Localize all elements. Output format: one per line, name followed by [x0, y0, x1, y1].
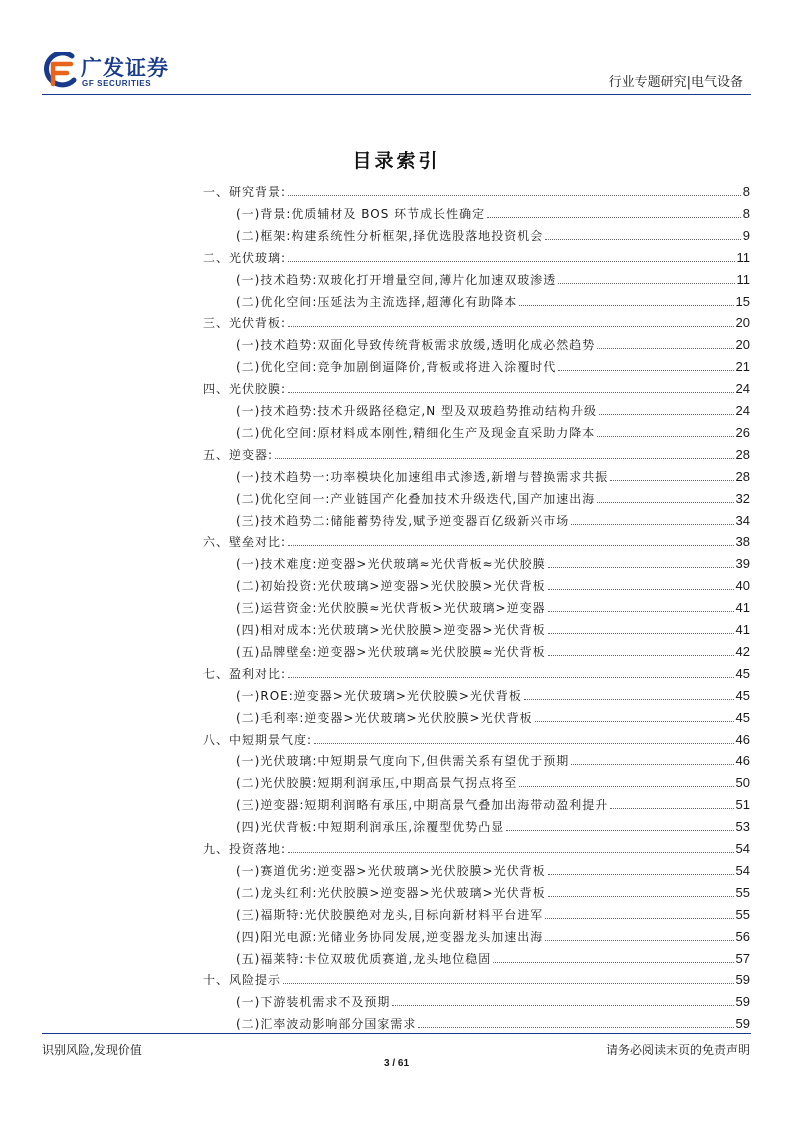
- toc-subsection-entry[interactable]: [236, 769, 750, 791]
- gf-logo-icon: [42, 52, 78, 90]
- toc-leader-dots: [314, 743, 733, 744]
- toc-section-entry[interactable]: [203, 966, 750, 988]
- toc-section-entry[interactable]: [203, 244, 750, 266]
- toc-leader-dots: [545, 918, 733, 919]
- toc-subsection-entry[interactable]: [236, 222, 750, 244]
- toc-entry-page: 41: [735, 600, 750, 616]
- logo-text-cn: 广发证券: [81, 56, 169, 80]
- toc-entry-page: 32: [735, 490, 750, 506]
- toc-leader-dots: [610, 808, 733, 809]
- toc-entry-label: (二)优化空间:原材料成本刚性,精细化生产及现金直采助力降本: [236, 425, 596, 440]
- toc-entry-page: 56: [735, 928, 750, 944]
- toc-leader-dots: [558, 370, 733, 371]
- toc-entry-label: (三)逆变器:短期利润略有承压,中期高景气叠加出海带动盈利提升: [236, 798, 609, 813]
- toc-entry-label: (二)框架:构建系统性分析框架,择优选股落地投资机会: [236, 228, 544, 243]
- toc-entry-page: 50: [735, 775, 750, 791]
- toc-leader-dots: [283, 983, 734, 984]
- toc-entry-label: (四)相对成本:光伏玻璃>光伏胶膜>逆变器>光伏背板: [236, 623, 546, 637]
- toc-leader-dots: [558, 283, 734, 284]
- toc-subsection-entry[interactable]: [236, 572, 750, 594]
- toc-subsection-entry[interactable]: [236, 419, 750, 441]
- toc-subsection-entry[interactable]: [236, 923, 750, 945]
- toc-entry-page: 45: [735, 665, 750, 681]
- toc-entry-label: (一)背景:优质辅材及 BOS 环节成长性确定: [236, 206, 486, 221]
- toc-entry-label: (三)技术趋势二:储能蓄势待发,赋予逆变器百亿级新兴市场: [236, 513, 570, 528]
- footer-disclaimer: 请务必阅读末页的免责声明: [605, 1043, 750, 1057]
- toc-entry-page: 20: [735, 337, 750, 353]
- toc-section-entry[interactable]: [203, 835, 750, 857]
- toc-entry-label: (一)技术趋势:双玻化打开增量空间,薄片化加速双玻渗透: [236, 272, 557, 287]
- toc-entry-label: (四)阳光电源:光储业务协同发展,逆变器龙头加速出海: [236, 929, 544, 944]
- toc-entry-page: 54: [735, 841, 750, 856]
- toc-entry-label: 四、光伏胶膜:: [203, 382, 287, 397]
- toc-subsection-entry[interactable]: [236, 485, 750, 507]
- toc-entry-page: 20: [735, 315, 750, 331]
- toc-leader-dots: [545, 940, 733, 941]
- toc-subsection-entry[interactable]: [236, 288, 750, 310]
- toc-subsection-entry[interactable]: [236, 331, 750, 353]
- toc-entry-page: 26: [735, 424, 750, 440]
- toc-leader-dots: [571, 764, 733, 765]
- toc-entry-page: 8: [742, 205, 750, 221]
- toc-leader-dots: [288, 545, 733, 546]
- toc-subsection-entry[interactable]: [236, 463, 750, 485]
- toc-entry-label: 三、光伏背板:: [203, 316, 287, 331]
- toc-leader-dots: [597, 348, 733, 349]
- toc-subsection-entry[interactable]: [236, 638, 750, 660]
- toc-entry-label: (一)技术难度:逆变器>光伏玻璃≈光伏背板≈光伏胶膜: [236, 557, 546, 572]
- toc-entry-page: 11: [736, 271, 750, 287]
- toc-section-entry[interactable]: [203, 375, 750, 397]
- toc-entry-label: (一)下游装机需求不及预期: [236, 995, 391, 1010]
- toc-entry-label: (二)优化空间一:产业链国产化叠加技术升级迭代,国产加速出海: [236, 491, 596, 506]
- toc-entry-label: (二)优化空间:压延法为主流选择,超薄化有助降本: [236, 294, 518, 309]
- toc-leader-dots: [548, 633, 734, 634]
- toc-subsection-entry[interactable]: [236, 200, 750, 222]
- report-category: 行业专题研究|电气设备: [608, 75, 743, 90]
- toc-entry-page: 24: [735, 381, 750, 397]
- toc-entry-label: (一)光伏玻璃:中短期景气度向下,但供需关系有望优于预期: [236, 754, 570, 769]
- toc-subsection-entry[interactable]: [236, 813, 750, 835]
- toc-leader-dots: [548, 589, 734, 590]
- toc-entry-label: (一)ROE:逆变器>光伏玻璃>光伏胶膜>光伏背板: [236, 688, 522, 703]
- toc-leader-dots: [288, 677, 733, 678]
- toc-entry-label: 五、逆变器:: [203, 447, 274, 462]
- toc-entry-page: 59: [735, 1016, 750, 1032]
- toc-title: 目录索引: [352, 150, 441, 172]
- toc-entry-page: 38: [735, 534, 750, 550]
- toc-section-entry[interactable]: [203, 726, 750, 748]
- toc-entry-page: 21: [735, 359, 750, 375]
- toc-subsection-entry[interactable]: [236, 879, 750, 901]
- toc-entry-page: 59: [735, 972, 750, 988]
- toc-entry-page: 51: [735, 797, 750, 813]
- toc-leader-dots: [548, 896, 734, 897]
- toc-entry-label: (三)福斯特:光伏胶膜绝对龙头,目标向新材料平台进军: [236, 907, 544, 922]
- toc-leader-dots: [493, 962, 733, 963]
- toc-entry-label: 八、中短期景气度:: [203, 732, 313, 747]
- toc-entry-page: 40: [735, 578, 750, 594]
- toc-entry-page: 53: [735, 819, 750, 835]
- toc-entry-page: 8: [742, 184, 750, 199]
- toc-entry-page: 28: [735, 468, 750, 484]
- toc-subsection-entry[interactable]: [236, 507, 750, 529]
- toc-leader-dots: [506, 830, 733, 831]
- toc-leader-dots: [571, 524, 733, 525]
- toc-leader-dots: [548, 874, 734, 875]
- toc-leader-dots: [610, 480, 733, 481]
- toc-entry-label: (五)品牌壁垒:逆变器>光伏玻璃≈光伏胶膜≈光伏背板: [236, 644, 546, 659]
- page-header: [0, 0, 793, 100]
- footer-divider: [42, 1033, 751, 1034]
- toc-entry-page: 28: [735, 446, 750, 462]
- toc-leader-dots: [599, 414, 734, 415]
- toc-leader-dots: [288, 261, 734, 262]
- toc-subsection-entry[interactable]: [236, 616, 750, 638]
- toc-leader-dots: [535, 721, 734, 722]
- company-logo: [42, 52, 177, 92]
- footer-slogan: 识别风险,发现价值: [42, 1043, 142, 1057]
- toc-entry-label: 九、投资落地:: [203, 842, 287, 856]
- toc-entry-label: (一)技术趋势:双面化导致传统背板需求放缓,透明化成必然趋势: [236, 338, 596, 353]
- toc-entry-page: 9: [742, 227, 750, 243]
- toc-entry-label: (一)技术趋势一:功率模块化加速组串式渗透,新增与替换需求共振: [236, 469, 609, 484]
- toc-entry-label: (四)光伏背板:中短期利润承压,涂覆型优势凸显: [236, 820, 505, 835]
- toc-subsection-entry[interactable]: [236, 550, 750, 572]
- toc-leader-dots: [288, 195, 741, 196]
- logo-text-en: GF SECURITIES: [82, 79, 152, 88]
- toc-entry-label: (二)毛利率:逆变器>光伏玻璃>光伏胶膜>光伏背板: [236, 710, 533, 725]
- toc-entry-page: 45: [735, 687, 750, 703]
- toc-leader-dots: [597, 436, 733, 437]
- toc-subsection-entry[interactable]: [236, 901, 750, 923]
- toc-subsection-entry[interactable]: [236, 266, 750, 288]
- toc-entry-page: 46: [735, 753, 750, 769]
- toc-entry-page: 55: [735, 884, 750, 900]
- toc-entry-page: 42: [735, 643, 750, 659]
- toc-entry-page: 59: [735, 994, 750, 1010]
- toc-entry-page: 46: [735, 731, 750, 747]
- toc-leader-dots: [548, 655, 734, 656]
- toc-entry-page: 54: [735, 862, 750, 878]
- toc-section-entry[interactable]: [203, 441, 750, 463]
- toc-entry-label: (一)赛道优劣:逆变器>光伏玻璃>光伏胶膜>光伏背板: [236, 863, 546, 878]
- toc-leader-dots: [487, 217, 741, 218]
- toc-entry-page: 11: [736, 249, 750, 265]
- toc-subsection-entry[interactable]: [236, 747, 750, 769]
- toc-leader-dots: [524, 699, 734, 700]
- toc-leader-dots: [418, 1027, 733, 1028]
- toc-section-entry[interactable]: [203, 528, 750, 550]
- toc-entry-page: 24: [735, 403, 750, 418]
- toc-subsection-entry[interactable]: [236, 353, 750, 375]
- toc-leader-dots: [288, 852, 733, 853]
- toc-leader-dots: [597, 502, 733, 503]
- toc-subsection-entry[interactable]: [236, 594, 750, 616]
- toc-subsection-entry[interactable]: [236, 945, 750, 967]
- toc-leader-dots: [519, 305, 733, 306]
- toc-entry-label: 七、盈利对比:: [203, 666, 287, 681]
- toc-entry-label: (三)运营资金:光伏胶膜≈光伏背板>光伏玻璃>逆变器: [236, 601, 546, 616]
- toc-entry-label: (二)光伏胶膜:短期利润承压,中期高景气拐点将至: [236, 776, 518, 791]
- toc-entry-label: (二)汇率波动影响部分国家需求: [236, 1017, 417, 1032]
- toc-section-entry[interactable]: [203, 178, 750, 200]
- header-divider: [42, 94, 751, 95]
- toc-entry-label: 一、研究背景:: [203, 185, 287, 199]
- toc-subsection-entry[interactable]: [236, 988, 750, 1010]
- toc-leader-dots: [275, 458, 733, 459]
- toc-entry-label: (五)福莱特:卡位双玻优质赛道,龙头地位稳固: [236, 951, 492, 966]
- toc-leader-dots: [548, 611, 734, 612]
- toc-subsection-entry[interactable]: [236, 397, 750, 419]
- toc-subsection-entry[interactable]: [236, 791, 750, 813]
- toc-leader-dots: [288, 326, 733, 327]
- toc-entry-page: 34: [735, 512, 750, 528]
- toc-entry-label: 十、风险提示: [203, 973, 282, 988]
- toc-section-entry[interactable]: [203, 309, 750, 331]
- toc-leader-dots: [548, 567, 734, 568]
- toc-entry-page: 41: [735, 622, 750, 637]
- toc-entry-label: 二、光伏玻璃:: [203, 250, 287, 265]
- toc-leader-dots: [288, 392, 733, 393]
- toc-leader-dots: [545, 239, 741, 240]
- toc-entry-label: (二)初始投资:光伏玻璃>逆变器>光伏胶膜>光伏背板: [236, 579, 546, 594]
- toc-subsection-entry[interactable]: [236, 857, 750, 879]
- toc-entry-page: 55: [735, 906, 750, 922]
- toc-subsection-entry[interactable]: [236, 682, 750, 704]
- toc-entry-label: (一)技术趋势:技术升级路径稳定,N 型及双玻趋势推动结构升级: [236, 404, 598, 418]
- toc-entry-label: (二)优化空间:竞争加剧倒逼降价,背板或将进入涂覆时代: [236, 360, 557, 375]
- toc-entry-page: 57: [735, 950, 750, 966]
- toc-entry-page: 45: [735, 709, 750, 725]
- toc-subsection-entry[interactable]: [236, 704, 750, 726]
- toc-subsection-entry[interactable]: [236, 1010, 750, 1032]
- page-number: 3 / 61: [383, 1058, 410, 1069]
- toc-entry-label: (二)龙头红利:光伏胶膜>逆变器>光伏玻璃>光伏背板: [236, 885, 546, 900]
- toc-leader-dots: [392, 1005, 733, 1006]
- toc-section-entry[interactable]: [203, 660, 750, 682]
- toc-entry-page: 15: [735, 293, 750, 309]
- toc-entry-label: 六、壁垒对比:: [203, 535, 287, 550]
- toc-entry-page: 39: [735, 556, 750, 572]
- toc-leader-dots: [519, 786, 733, 787]
